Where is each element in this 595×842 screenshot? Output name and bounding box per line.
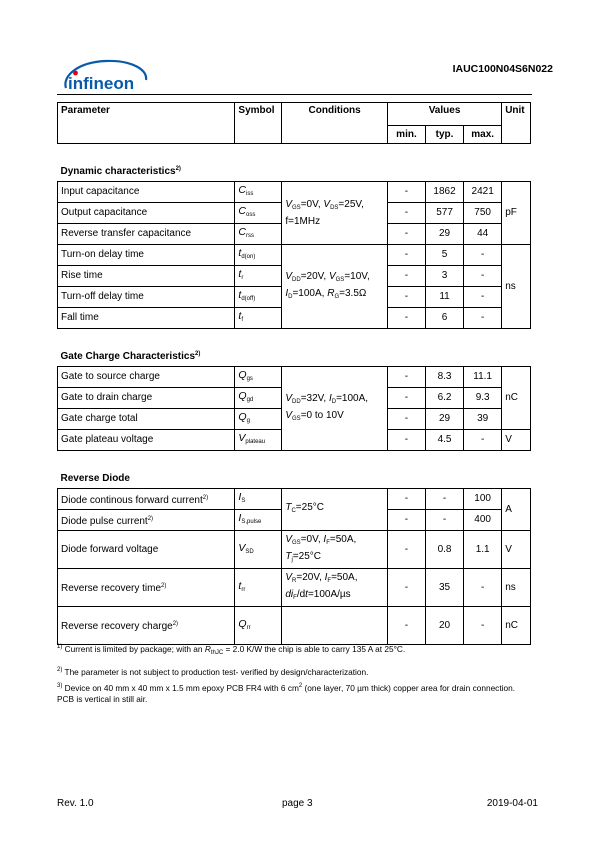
param-cell: Turn-on delay time bbox=[58, 245, 235, 266]
unit-cell: pF bbox=[502, 182, 531, 245]
max-cell: - bbox=[464, 245, 502, 266]
typ-cell: - bbox=[426, 510, 464, 531]
min-cell: - bbox=[387, 308, 425, 329]
min-cell: - bbox=[387, 245, 425, 266]
symbol-cell: $t_{d(on)}$ bbox=[235, 245, 282, 266]
param-cell: Gate charge total bbox=[58, 409, 235, 430]
param-cell: Turn-off delay time bbox=[58, 287, 235, 308]
typ-cell: 29 bbox=[426, 224, 464, 245]
param-cell: Reverse transfer capacitance bbox=[58, 224, 235, 245]
typ-cell: 11 bbox=[426, 287, 464, 308]
header-rule bbox=[57, 94, 532, 95]
symbol-cell: $t_f$ bbox=[235, 308, 282, 329]
header-parameter: Parameter bbox=[58, 103, 235, 144]
symbol-cell: $V_{SD}$ bbox=[235, 531, 282, 569]
param-cell: Diode forward voltage bbox=[58, 531, 235, 569]
max-cell: 100 bbox=[464, 489, 502, 510]
part-number: IAUC100N04S6N022 bbox=[452, 63, 553, 75]
symbol-cell: $Q_{gs}$ bbox=[235, 367, 282, 388]
min-cell: - bbox=[387, 266, 425, 287]
footer-revision: Rev. 1.0 bbox=[57, 798, 94, 809]
typ-cell: 5 bbox=[426, 245, 464, 266]
typ-cell: 20 bbox=[426, 607, 464, 645]
max-cell: 39 bbox=[464, 409, 502, 430]
param-cell: Diode continous forward current$^{2)}$ bbox=[58, 489, 235, 510]
max-cell: - bbox=[464, 308, 502, 329]
symbol-cell: $I_{S,pulse}$ bbox=[235, 510, 282, 531]
symbol-cell: $I_S$ bbox=[235, 489, 282, 510]
typ-cell: 6.2 bbox=[426, 388, 464, 409]
footnote-2: $^{2)}$ The parameter is not subject to production test- verified by design/characterization. bbox=[57, 667, 369, 677]
typ-cell: 577 bbox=[426, 203, 464, 224]
max-cell: 2421 bbox=[464, 182, 502, 203]
max-cell: 400 bbox=[464, 510, 502, 531]
min-cell: - bbox=[387, 569, 425, 607]
param-cell: Diode pulse current$^{2)}$ bbox=[58, 510, 235, 531]
header-min: min. bbox=[387, 126, 425, 144]
conditions-cell: $T_C=25^\circ C$ bbox=[282, 489, 388, 531]
typ-cell: 35 bbox=[426, 569, 464, 607]
header-unit: Unit bbox=[502, 103, 531, 144]
conditions-cell: $V_{DD}=20V$, $V_{GS}=10V$, $I_D=100A$, $R_G=3.5\Omega$ bbox=[282, 245, 388, 329]
header-conditions: Conditions bbox=[282, 103, 388, 144]
max-cell: - bbox=[464, 287, 502, 308]
symbol-cell: $t_{d(off)}$ bbox=[235, 287, 282, 308]
section-reverse-diode bbox=[58, 467, 531, 489]
symbol-cell: $V_{plateau}$ bbox=[235, 430, 282, 451]
param-cell: Gate to source charge bbox=[58, 367, 235, 388]
min-cell: - bbox=[387, 510, 425, 531]
typ-cell: - bbox=[426, 489, 464, 510]
symbol-cell: $C_{oss}$ bbox=[235, 203, 282, 224]
section-title: Gate Charge Characteristics$^{2)}$ bbox=[58, 345, 531, 367]
typ-cell: 4.5 bbox=[426, 430, 464, 451]
symbol-cell: $Q_{rr}$ bbox=[235, 607, 282, 645]
unit-cell: ns bbox=[502, 569, 531, 607]
typ-cell: 1862 bbox=[426, 182, 464, 203]
typ-cell: 29 bbox=[426, 409, 464, 430]
param-cell: Rise time bbox=[58, 266, 235, 287]
table-header-row bbox=[58, 103, 531, 126]
unit-cell: nC bbox=[502, 607, 531, 645]
header-symbol: Symbol bbox=[235, 103, 282, 144]
typ-cell: 3 bbox=[426, 266, 464, 287]
param-cell: Reverse recovery charge$^{2)}$ bbox=[58, 607, 235, 645]
brand-wordmark: infineon bbox=[68, 74, 135, 93]
symbol-cell: $C_{rss}$ bbox=[235, 224, 282, 245]
min-cell: - bbox=[387, 409, 425, 430]
table-row bbox=[58, 607, 531, 645]
min-cell: - bbox=[387, 287, 425, 308]
min-cell: - bbox=[387, 430, 425, 451]
max-cell: 9.3 bbox=[464, 388, 502, 409]
unit-cell: ns bbox=[502, 245, 531, 329]
max-cell: - bbox=[464, 430, 502, 451]
table-row bbox=[58, 569, 531, 607]
table-row bbox=[58, 489, 531, 510]
unit-cell: V bbox=[502, 531, 531, 569]
section-title: Dynamic characteristics$^{2)}$ bbox=[58, 160, 531, 182]
param-cell: Reverse recovery time$^{2)}$ bbox=[58, 569, 235, 607]
table-row bbox=[58, 182, 531, 203]
min-cell: - bbox=[387, 607, 425, 645]
conditions-cell: $V_{GS}=0V$, $V_{DS}=25V$, f=1MHz bbox=[282, 182, 388, 245]
max-cell: 44 bbox=[464, 224, 502, 245]
param-cell: Input capacitance bbox=[58, 182, 235, 203]
max-cell: - bbox=[464, 266, 502, 287]
max-cell: - bbox=[464, 569, 502, 607]
header-typ: typ. bbox=[426, 126, 464, 144]
symbol-cell: $Q_{gd}$ bbox=[235, 388, 282, 409]
symbol-cell: $t_{rr}$ bbox=[235, 569, 282, 607]
min-cell: - bbox=[387, 182, 425, 203]
section-dynamic bbox=[58, 160, 531, 182]
min-cell: - bbox=[387, 224, 425, 245]
param-cell: Gate to drain charge bbox=[58, 388, 235, 409]
min-cell: - bbox=[387, 489, 425, 510]
param-cell: Gate plateau voltage bbox=[58, 430, 235, 451]
table-row bbox=[58, 531, 531, 569]
unit-cell: nC bbox=[502, 367, 531, 430]
min-cell: - bbox=[387, 367, 425, 388]
min-cell: - bbox=[387, 203, 425, 224]
typ-cell: 0.8 bbox=[426, 531, 464, 569]
infineon-logo bbox=[60, 58, 152, 98]
table-row bbox=[58, 245, 531, 266]
footnote-1: $^{1)}$ Current is limited by package; with an $R_{thJC} = 2.0$ K/W the chip is able to carry 135 A at 25°C. bbox=[57, 644, 406, 656]
footer-date: 2019-04-01 bbox=[486, 798, 538, 809]
symbol-cell: $Q_g$ bbox=[235, 409, 282, 430]
characteristics-table bbox=[57, 102, 531, 645]
footnote-3: $^{3)}$ Device on 40 mm x 40 mm x 1.5 mm epoxy PCB FR4 with 6 $cm^2$ (one layer, 70 µm thick) copper area for drain connection. PCB is vertical in still air. bbox=[57, 683, 516, 704]
param-cell: Output capacitance bbox=[58, 203, 235, 224]
max-cell: - bbox=[464, 607, 502, 645]
section-gate-charge bbox=[58, 345, 531, 367]
param-cell: Fall time bbox=[58, 308, 235, 329]
min-cell: - bbox=[387, 388, 425, 409]
section-title: Reverse Diode bbox=[58, 467, 531, 489]
header-values: Values bbox=[387, 103, 501, 126]
unit-cell: V bbox=[502, 430, 531, 451]
max-cell: 11.1 bbox=[464, 367, 502, 388]
min-cell: - bbox=[387, 531, 425, 569]
header-max: max. bbox=[464, 126, 502, 144]
symbol-cell: $C_{iss}$ bbox=[235, 182, 282, 203]
unit-cell: A bbox=[502, 489, 531, 531]
conditions-cell bbox=[282, 607, 388, 645]
typ-cell: 8.3 bbox=[426, 367, 464, 388]
conditions-cell: $V_{DD}=32V$, $I_D=100A$, $V_{GS}=0$ to 10V bbox=[282, 367, 388, 451]
conditions-cell: $V_{GS}=0V$, $I_F=50A$, $T_j=25^\circ C$ bbox=[282, 531, 388, 569]
footer-page: page 3 bbox=[282, 798, 313, 809]
symbol-cell: $t_r$ bbox=[235, 266, 282, 287]
typ-cell: 6 bbox=[426, 308, 464, 329]
table-row bbox=[58, 367, 531, 388]
conditions-cell: $V_R=20V$, $I_F=50A$, $di_F/dt=100A/\mu s$ bbox=[282, 569, 388, 607]
max-cell: 750 bbox=[464, 203, 502, 224]
max-cell: 1.1 bbox=[464, 531, 502, 569]
